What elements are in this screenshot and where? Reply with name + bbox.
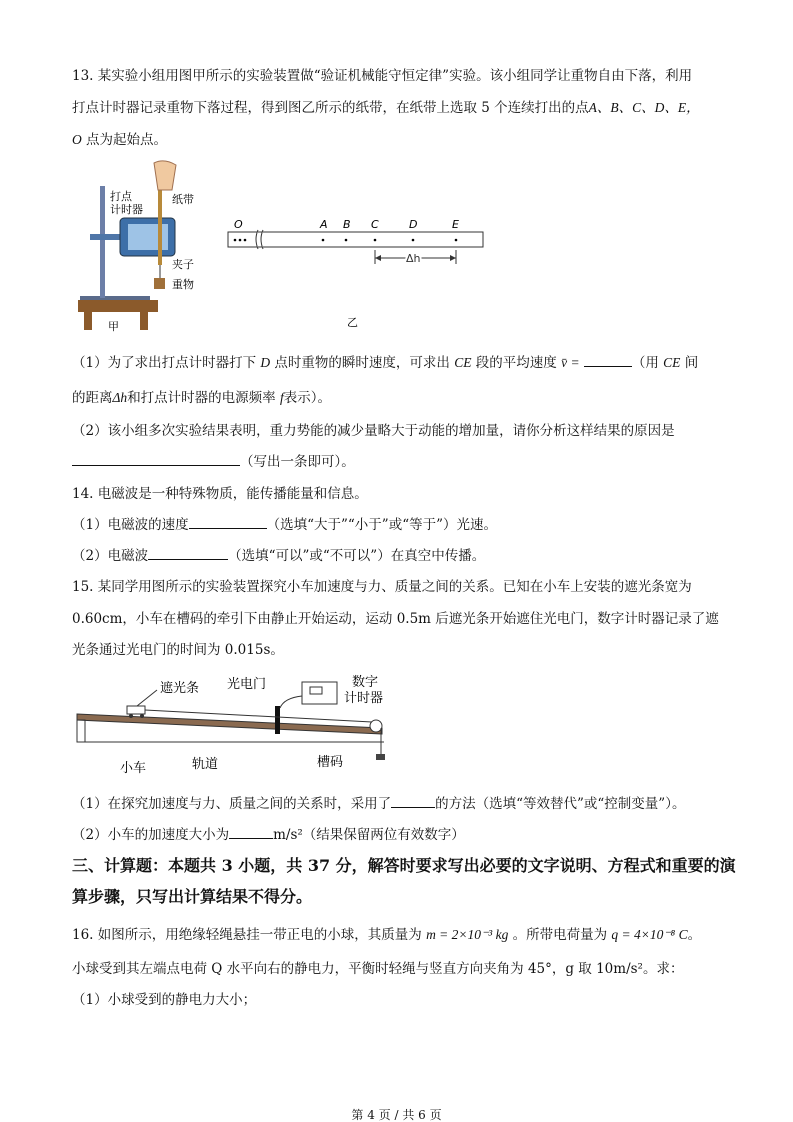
t: v̄ =	[561, 355, 580, 370]
label-timer1: 数字	[352, 675, 379, 690]
q15-line3: 光条通过光电门的时间为 0.015s。	[72, 642, 284, 658]
q13-line2	[72, 99, 700, 117]
q15-sub1	[72, 795, 685, 813]
t: m/s²	[273, 827, 303, 843]
t: （2）小车的加速度大小为	[72, 827, 230, 843]
q14-sub1	[72, 516, 497, 534]
caption-jia: 甲	[108, 320, 119, 333]
answer-blank[interactable]	[72, 453, 240, 466]
answer-blank[interactable]	[189, 516, 267, 529]
t: （选填“大于”“小于”或“等于”）光速。	[266, 517, 498, 533]
point-label: C	[371, 218, 379, 231]
point-label: A	[320, 218, 328, 231]
point-o: O	[72, 132, 82, 147]
q16-sub1: （1）小球受到的静电力大小；	[72, 992, 257, 1008]
text: 点为起始点。	[81, 132, 168, 148]
t: 。所带电荷量为	[508, 927, 612, 943]
q13-figures	[70, 158, 490, 333]
label-timer: 打点	[110, 190, 132, 203]
t: Δh	[112, 390, 128, 405]
t: （1）为了求出打点计时器打下	[72, 355, 261, 371]
label-gate: 光电门	[227, 677, 267, 692]
label-tape: 纸带	[172, 193, 194, 206]
label-timer2: 计时器	[110, 203, 143, 216]
page-footer: 第 4 页 / 共 6 页	[351, 1108, 442, 1122]
q15-line2: 0.60cm，小车在槽码的牵引下由静止开始运动，运动 0.5m 后遮光条开始遮住光电门，数字计时器记录了遮	[72, 611, 719, 627]
q14-line1: 14. 电磁波是一种特殊物质，能传播能量和信息。	[72, 486, 368, 502]
t: CE	[663, 355, 681, 370]
t: 点时重物的瞬时速度，可求出	[270, 355, 455, 371]
t: CE	[454, 355, 472, 370]
answer-blank[interactable]	[391, 795, 435, 808]
t: （写出一条即可）。	[240, 454, 355, 470]
t: 表示）。	[283, 390, 331, 406]
q14-sub2	[72, 547, 485, 565]
t: （选填“可以”或“不可以”）在真空中传播。	[228, 548, 486, 564]
caption-yi: 乙	[347, 316, 358, 329]
t: （2）电磁波	[72, 548, 149, 564]
label-hook: 槽码	[317, 755, 344, 770]
answer-blank[interactable]	[584, 354, 632, 367]
figure-jia-apparatus	[78, 161, 194, 333]
t: 16. 如图所示，用绝缘轻绳悬挂一带正电的小球，其质量为	[72, 927, 427, 943]
t: 间	[680, 355, 699, 371]
q13-sub1-line2	[72, 389, 331, 407]
t: 的距离	[72, 390, 113, 406]
point-label: D	[409, 218, 418, 231]
t: D	[260, 355, 271, 370]
t: q = 4×10⁻⁸ C	[611, 927, 688, 942]
t: f	[279, 390, 284, 405]
label-shade: 遮光条	[160, 681, 200, 696]
points: A、B、C、D、E，	[588, 100, 700, 115]
q13-line1: 13. 某实验小组用图甲所示的实验装置做“验证机械能守恒定律”实验。该小组同学让重物自由下落，利用	[72, 68, 693, 84]
t: 的方法（选填“等效替代”或“控制变量”）。	[435, 796, 686, 812]
q13-sub1-line1	[72, 354, 698, 372]
label-timer2: 计时器	[344, 691, 384, 706]
text: 打点计时器记录重物下落过程，得到图乙所示的纸带，在纸带上选取 5 个连续打出的点	[72, 100, 589, 116]
point-label: B	[343, 218, 351, 231]
answer-blank[interactable]	[148, 547, 228, 560]
q16-line2: 小球受到其左端点电荷 Q 水平向右的静电力，平衡时轻绳与竖直方向夹角为 45°，g 取 10m/s²。求：	[72, 961, 684, 977]
delta-h-label: Δh	[406, 252, 421, 265]
t: （结果保留两位有效数字）	[302, 827, 465, 843]
label-clip: 夹子	[172, 258, 194, 271]
section3-heading-line2: 算步骤，只写出计算结果不得分。	[72, 887, 313, 906]
t: （1）电磁波的速度	[72, 517, 189, 533]
q13-sub2-line2	[72, 453, 355, 471]
q15-line1: 15. 某同学用图所示的实验装置探究小车加速度与力、质量之间的关系。已知在小车上安装的遮光条宽为	[72, 579, 692, 595]
section3-heading-line1: 三、计算题：本题共 3 小题，共 37 分，解答时要求写出必要的文字说明、方程式和重要的演	[72, 856, 736, 875]
q15-sub2	[72, 826, 465, 844]
point-label: O	[234, 218, 243, 231]
q13-sub2-line1: （2）该小组多次实验结果表明，重力势能的减少量略大于动能的增加量，请你分析这样结果的原因是	[72, 423, 675, 439]
label-weight: 重物	[172, 278, 194, 291]
t: 和打点计时器的电源频率	[127, 390, 280, 406]
q15-figure	[72, 668, 402, 778]
figure-yi-tape	[228, 218, 483, 329]
point-label: E	[452, 218, 459, 231]
t: 段的平均速度	[471, 355, 562, 371]
label-track: 轨道	[192, 757, 219, 772]
t: m = 2×10⁻³ kg	[426, 927, 509, 942]
answer-blank[interactable]	[229, 826, 273, 839]
t: （用	[631, 355, 664, 371]
t: 。	[687, 927, 702, 943]
t: （1）在探究加速度与力、质量之间的关系时，采用了	[72, 796, 392, 812]
q13-line3	[72, 131, 167, 149]
q16-line1	[72, 926, 701, 944]
label-cart: 小车	[120, 761, 147, 776]
